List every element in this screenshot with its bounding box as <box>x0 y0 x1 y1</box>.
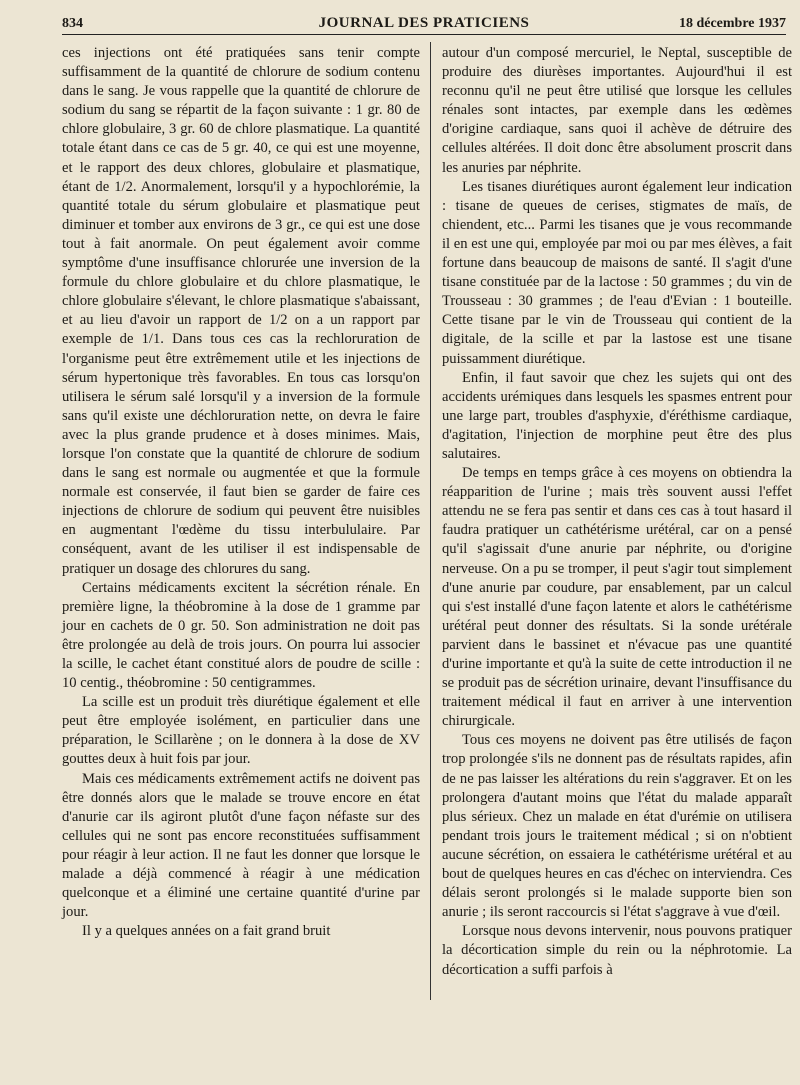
right-column <box>442 44 792 980</box>
paragraph: De temps en temps grâce à ces moyens on obtiendra la réapparition de l'urine ; mais très souvent aussi l'effet attendu ne se fera pas sentir et dans ces cas à tout hasard il faudra pratiquer un cathétérisme urétéral, car on a pensé qu'il s'agissait d'une anurie par néphrite, ou d'origine nerveuse. On a pu se tromper, il peut s'agir tout simplement d'une anurie par coudure, par ensablement, par un calcul qui s'est installé d'une façon latente et alors le cathétérisme urétéral peut donner des résultats. Si la sonde urétérale parvient dans le bassinet et n'évacue pas une quantité d'urine importante et qu'à la suite de cette introduction il ne se produit pas de sécrétion urinaire, devant l'insuffisance du traitement médical il faut en arriver à une intervention chirurgicale. <box>442 465 792 730</box>
paragraph: La scille est un produit très diurétique également et elle peut être employée isolément, en particulier dans une préparation, le Scillarène ; on le donnera à la dose de XV gouttes deux à huit fois par jour. <box>62 694 420 768</box>
left-column <box>62 44 420 941</box>
paragraph: Les tisanes diurétiques auront également leur indication : tisane de queues de cerises, stigmates de maïs, de chiendent, etc... Parmi les tisanes que je vous recommande il en est une qui, employée par moi ou par mes élèves, a fait fortune dans beaucoup de maisons de santé. Il s'agit d'une tisane constituée par de la lactose : 50 grammes ; du vin de Trousseau : 30 grammes ; de l'eau d'Evian : 1 bouteille. Cette tisane par le vin de Trousseau qui contient de la digitale, de la scille et par la lastose est une tisane puissamment diurétique. <box>442 178 792 367</box>
paragraph: Enfin, il faut savoir que chez les sujets qui ont des accidents urémiques dans lesquels les spasmes entrent pour une large part, troubles d'asphyxie, d'éréthisme cardiaque, d'agitation, l'injection de morphine peut être des plus salutaires. <box>442 369 792 462</box>
paragraph: Tous ces moyens ne doivent pas être utilisés de façon trop prolongée s'ils ne donnent pas de résultats rapides, afin de ne pas laisser les altérations du rein s'aggraver. Et on les prolongera d'autant moins que l'état du malade apparaît plus sérieux. Chez un malade en état d'urémie on utilisera pendant trois jours le traitement médical ; si on n'obtient aucune sécrétion, on essaiera le cathétérisme urétéral et au bout de quelques heures en cas d'échec on interviendra. Ces délais seront prolongés si le malade supporte bien son anurie ; ils seront raccourcis si l'état s'aggrave à vue d'œil. <box>442 732 792 921</box>
paragraph: Lorsque nous devons intervenir, nous pouvons pratiquer la décortication simple du rein ou la néphrotomie. La décortication a suffi parfois à <box>442 923 792 978</box>
column-divider <box>430 42 431 1000</box>
page-number: 834 <box>62 16 83 31</box>
paragraph: Il y a quelques années on a fait grand bruit <box>82 923 331 940</box>
paragraph: ces injections ont été pratiquées sans tenir compte suffisamment de la quantité de chlorure de sodium contenu dans le sang. Je vous rappelle que la quantité de chlorure de sodium du sang se répartit de la façon suivante : 1 gr. 80 de chlore globulaire, 3 gr. 60 de chlore plasmatique. La quantité totale étant dans ce cas de 5 gr. 40, ce qui est une moyenne, et le rapport des deux chlores, globulaire et plasmatique, étant de 1/2. Anormalement, lorsqu'il y a hypochlorémie, la quantité totale du sérum globulaire et plasmatique peut diminuer et tomber aux environs de 3 gr., ce qui est une dose tout à fait anormale. On peut également avoir comme symptôme d'une insuffisance chlorurée une inversion de la formule du chlore globulaire et du chlore plasmatique, le chlore globulaire s'élevant, le chlore plasmatique s'abaissant, et au lieu d'avoir un rapport de 1/2 on a un rapport par exemple de 1/1. Dans tous ces cas la rechloruration de l'organisme peut être extrêmement utile et les injections de sérum hypertonique très favorables. En tous cas lorsqu'on utilisera le sérum salé lorsqu'il y a inversion de la formule sans qu'il existe une déchloruration nette, on devra le faire avec la plus grande prudence et à doses minimes. Mais, lorsque l'on constate que la quantité de chlorure de sodium dans le sang est normale ou augmentée et que la formule normale est conservée, il faut bien se garder de faire ces injections de chlorure de sodium qui peuvent être nuisibles en augmentant l'œdème du tissu interbululaire. Par conséquent, avant de les utiliser il est indispensable de pratiquer un dosage des chlorures du sang. <box>62 45 420 577</box>
paragraph: autour d'un composé mercuriel, le Neptal, susceptible de produire des diurèses importantes. Aujourd'hui il est reconnu qu'il ne peut être utilisé que lorsque les cellules rénales sont intactes, par exemple dans les œdèmes d'origine cardiaque, sans quoi il achève de détruire des cellules altérées. Il doit donc être absolument proscrit dans les anuries par néphrite. <box>442 45 792 176</box>
page-header <box>62 14 786 35</box>
paragraph: Certains médicaments excitent la sécrétion rénale. En première ligne, la théobromine à la dose de 1 gramme par jour en cachets de 0 gr. 50. Son administration ne doit pas être prolongée au delà de trois jours. On pourra lui associer la scille, le cachet étant constitué alors de poudre de scille : 10 centig., théobromine : 50 centigrammes. <box>62 579 420 692</box>
paragraph: Mais ces médicaments extrêmement actifs ne doivent pas être donnés alors que le malade se trouve encore en état d'anurie car ils agiront plutôt d'une façon néfaste sur des cellules qui ne sont pas encore reconstituées suffisamment pour réagir à leur action. Il ne faut les donner que lorsque le malade a déjà commencé à réagir à une médication quelconque et a éliminé une certaine quantité d'urine par jour. <box>62 770 420 921</box>
issue-date: 18 décembre 1937 <box>678 16 786 31</box>
journal-title: JOURNAL DES PRATICIENS <box>318 15 530 31</box>
